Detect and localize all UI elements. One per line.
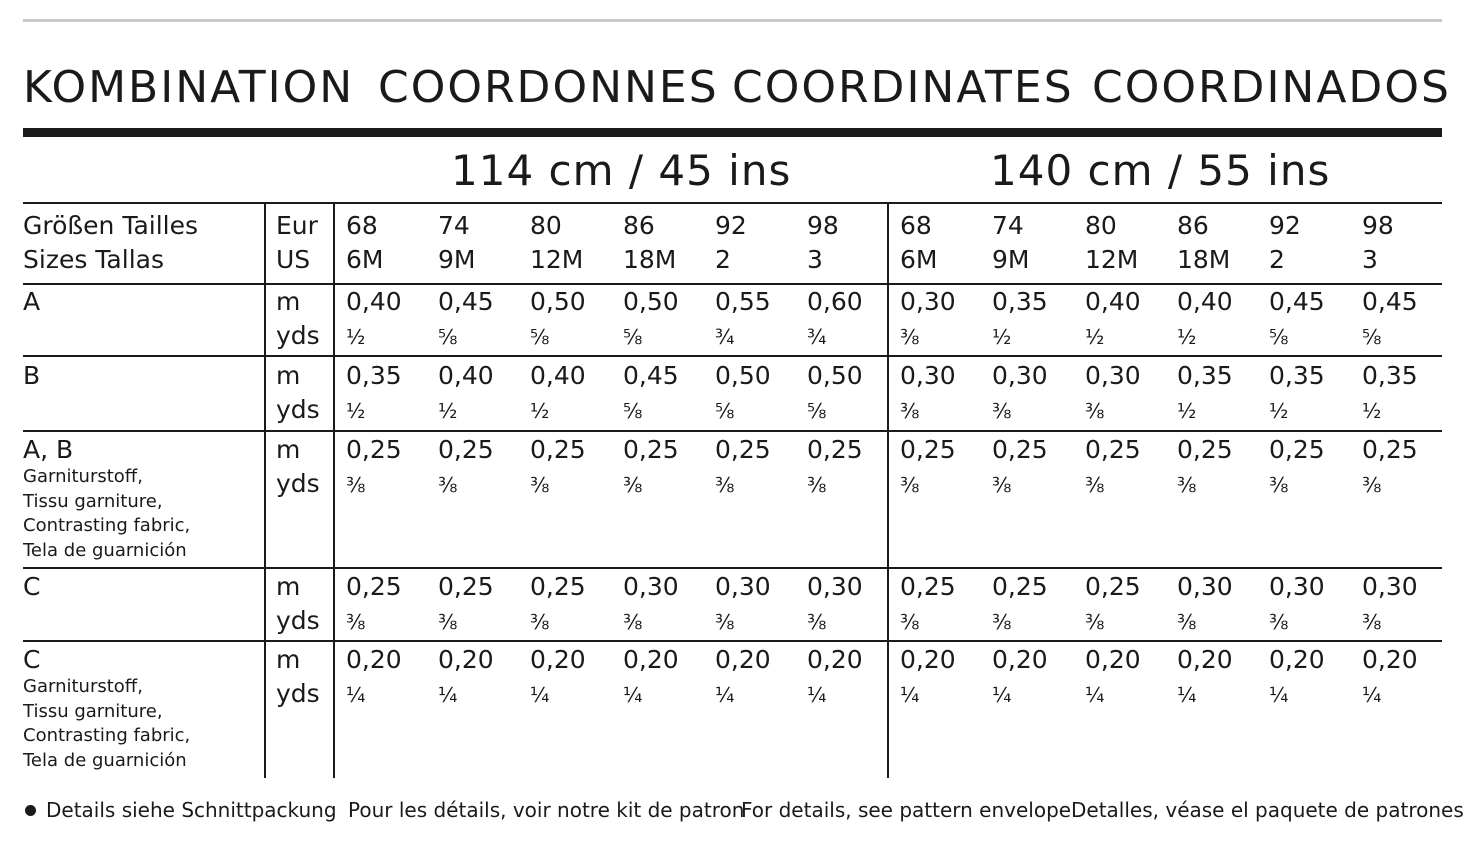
meters-value: 0,25 <box>900 572 956 601</box>
unit-meters: m <box>276 572 301 601</box>
meters-value: 0,25 <box>992 435 1048 464</box>
yards-value: ½ <box>346 399 366 423</box>
yards-value: ½ <box>1362 399 1382 423</box>
title-english: COORDINATES <box>732 62 1074 113</box>
yards-value: ½ <box>992 325 1012 349</box>
yards-value: ¼ <box>1269 683 1289 707</box>
yards-value: ⅜ <box>992 473 1012 497</box>
view-label: C <box>23 645 41 674</box>
meters-value: 0,40 <box>1177 287 1233 316</box>
yards-value: ⅜ <box>346 473 366 497</box>
fabric-note: Tissu garniture, <box>23 490 163 512</box>
unit-meters: m <box>276 287 301 316</box>
size-us: 3 <box>807 245 823 274</box>
size-eur: 68 <box>900 211 932 240</box>
yards-value: ⅜ <box>623 473 643 497</box>
meters-value: 0,25 <box>530 572 586 601</box>
yards-value: ⅜ <box>992 399 1012 423</box>
meters-value: 0,20 <box>438 645 494 674</box>
meters-value: 0,20 <box>1085 645 1141 674</box>
yards-value: ⅝ <box>530 325 550 349</box>
yards-value: ⅜ <box>715 610 735 634</box>
size-us: 2 <box>1269 245 1285 274</box>
fabric-note: Contrasting fabric, <box>23 725 191 746</box>
meters-value: 0,20 <box>715 645 771 674</box>
size-label-line1: Größen Tailles <box>23 211 199 240</box>
size-eur: 74 <box>992 211 1024 240</box>
meters-value: 0,40 <box>438 361 494 390</box>
yards-value: ⅝ <box>438 325 458 349</box>
fabric-width-140: 140 cm / 55 ins <box>990 146 1331 195</box>
yards-value: ⅜ <box>1085 473 1105 497</box>
yards-value: ½ <box>1177 399 1197 423</box>
meters-value: 0,25 <box>1269 435 1325 464</box>
yards-value: ⅜ <box>1177 473 1197 497</box>
yards-value: ⅜ <box>900 610 920 634</box>
row-divider <box>23 430 1442 432</box>
size-eur: 98 <box>1362 211 1394 240</box>
row-divider <box>23 283 1442 285</box>
yards-value: ⅜ <box>1269 610 1289 634</box>
size-us: 2 <box>715 245 731 274</box>
column-divider <box>333 202 335 778</box>
size-us: 6M <box>900 245 938 274</box>
yards-value: ⅜ <box>1362 610 1382 634</box>
meters-value: 0,35 <box>1362 361 1418 390</box>
unit-meters: m <box>276 435 301 464</box>
yards-value: ¼ <box>1362 683 1382 707</box>
meters-value: 0,20 <box>900 645 956 674</box>
column-divider <box>887 202 889 778</box>
meters-value: 0,30 <box>1269 572 1325 601</box>
meters-value: 0,35 <box>1177 361 1233 390</box>
yards-value: ⅜ <box>1269 473 1289 497</box>
yards-value: ⅜ <box>530 610 550 634</box>
row-divider <box>23 567 1442 569</box>
unit-yards: yds <box>276 679 320 708</box>
size-eur: 86 <box>1177 211 1209 240</box>
meters-value: 0,35 <box>346 361 402 390</box>
yards-value: ⅜ <box>807 473 827 497</box>
meters-value: 0,45 <box>623 361 679 390</box>
yards-value: ⅝ <box>715 399 735 423</box>
meters-value: 0,25 <box>438 572 494 601</box>
meters-value: 0,30 <box>807 572 863 601</box>
yards-value: ⅝ <box>1269 325 1289 349</box>
yards-value: ⅝ <box>623 399 643 423</box>
meters-value: 0,25 <box>900 435 956 464</box>
meters-value: 0,25 <box>346 572 402 601</box>
fabric-note: Garniturstoff, <box>23 676 143 697</box>
meters-value: 0,35 <box>992 287 1048 316</box>
meters-value: 0,30 <box>900 287 956 316</box>
meters-value: 0,25 <box>1085 435 1141 464</box>
meters-value: 0,20 <box>807 645 863 674</box>
size-us: 12M <box>1085 245 1139 274</box>
meters-value: 0,40 <box>346 287 402 316</box>
meters-value: 0,35 <box>1269 361 1325 390</box>
yards-value: ¼ <box>623 683 643 707</box>
meters-value: 0,25 <box>1177 435 1233 464</box>
meters-value: 0,30 <box>1085 361 1141 390</box>
meters-value: 0,25 <box>438 435 494 464</box>
meters-value: 0,50 <box>623 287 679 316</box>
yards-value: ⅜ <box>807 610 827 634</box>
meters-value: 0,50 <box>530 287 586 316</box>
yards-value: ½ <box>346 325 366 349</box>
meters-value: 0,30 <box>900 361 956 390</box>
row-divider <box>23 640 1442 642</box>
meters-value: 0,20 <box>1177 645 1233 674</box>
meters-value: 0,20 <box>992 645 1048 674</box>
size-eur: 86 <box>623 211 655 240</box>
yards-value: ¼ <box>1085 683 1105 707</box>
yards-value: ½ <box>1177 325 1197 349</box>
meters-value: 0,30 <box>1362 572 1418 601</box>
size-us: 18M <box>623 245 677 274</box>
size-us: 9M <box>992 245 1030 274</box>
unit-yards: yds <box>276 395 320 424</box>
yards-value: ¼ <box>992 683 1012 707</box>
size-eur: 80 <box>1085 211 1117 240</box>
fabric-note: Tissu garniture, <box>23 700 163 722</box>
meters-value: 0,30 <box>715 572 771 601</box>
size-label-line2: Sizes Tallas <box>23 245 164 274</box>
title-bar <box>23 62 1451 118</box>
unit-meters: m <box>276 645 301 674</box>
bullet-icon <box>25 805 36 816</box>
meters-value: 0,25 <box>715 435 771 464</box>
meters-value: 0,50 <box>715 361 771 390</box>
yards-value: ⅜ <box>623 610 643 634</box>
top-divider <box>23 19 1442 22</box>
view-label: B <box>23 361 41 390</box>
unit-meters: m <box>276 361 301 390</box>
yards-value: ⅜ <box>346 610 366 634</box>
yards-value: ¼ <box>530 683 550 707</box>
yards-value: ¼ <box>900 683 920 707</box>
meters-value: 0,55 <box>715 287 771 316</box>
yards-value: ½ <box>1085 325 1105 349</box>
meters-value: 0,30 <box>1177 572 1233 601</box>
fabric-note: Tela de guarnición <box>23 749 187 771</box>
meters-value: 0,20 <box>530 645 586 674</box>
meters-value: 0,20 <box>346 645 402 674</box>
title-french: COORDONNES <box>378 62 719 113</box>
meters-value: 0,20 <box>1269 645 1325 674</box>
meters-value: 0,25 <box>992 572 1048 601</box>
size-us: 3 <box>1362 245 1378 274</box>
size-eur: 92 <box>1269 211 1301 240</box>
meters-value: 0,25 <box>346 435 402 464</box>
size-eur: 98 <box>807 211 839 240</box>
unit-yards: yds <box>276 321 320 350</box>
size-eur: 68 <box>346 211 378 240</box>
yards-value: ½ <box>1269 399 1289 423</box>
yards-value: ¼ <box>438 683 458 707</box>
footer-french: Pour les détails, voir notre kit de patron <box>348 798 745 822</box>
meters-value: 0,25 <box>1362 435 1418 464</box>
row-divider <box>23 202 1442 204</box>
yards-value: ¼ <box>1177 683 1197 707</box>
meters-value: 0,40 <box>530 361 586 390</box>
yards-value: ¾ <box>807 325 827 349</box>
yards-value: ⅜ <box>1177 610 1197 634</box>
size-eur: 92 <box>715 211 747 240</box>
yards-value: ⅜ <box>1085 399 1105 423</box>
size-eur: 74 <box>438 211 470 240</box>
yards-value: ⅜ <box>438 473 458 497</box>
unit-eur: Eur <box>276 211 318 240</box>
yards-value: ⅝ <box>623 325 643 349</box>
yards-value: ⅜ <box>900 473 920 497</box>
title-divider <box>23 128 1442 137</box>
fabric-note: Garniturstoff, <box>23 466 143 487</box>
meters-value: 0,25 <box>530 435 586 464</box>
meters-value: 0,20 <box>623 645 679 674</box>
size-us: 12M <box>530 245 584 274</box>
fabric-width-114: 114 cm / 45 ins <box>451 146 792 195</box>
view-label: C <box>23 572 41 601</box>
size-eur: 80 <box>530 211 562 240</box>
yards-value: ⅜ <box>715 473 735 497</box>
yards-value: ¼ <box>715 683 735 707</box>
footer-spanish: Detalles, véase el paquete de patrones <box>1071 798 1464 822</box>
title-spanish: COORDINADOS <box>1092 62 1451 113</box>
yards-value: ½ <box>530 399 550 423</box>
meters-value: 0,25 <box>1085 572 1141 601</box>
unit-us: US <box>276 245 311 274</box>
meters-value: 0,30 <box>992 361 1048 390</box>
unit-yards: yds <box>276 606 320 635</box>
yards-value: ⅜ <box>1085 610 1105 634</box>
column-divider <box>264 202 266 778</box>
unit-yards: yds <box>276 469 320 498</box>
fabric-note: Tela de guarnición <box>23 539 187 561</box>
footer-german: Details siehe Schnittpackung <box>46 798 337 822</box>
meters-value: 0,45 <box>1362 287 1418 316</box>
meters-value: 0,45 <box>438 287 494 316</box>
meters-value: 0,40 <box>1085 287 1141 316</box>
size-us: 6M <box>346 245 384 274</box>
title-german: KOMBINATION <box>23 62 355 113</box>
size-us: 9M <box>438 245 476 274</box>
meters-value: 0,25 <box>623 435 679 464</box>
row-divider <box>23 355 1442 357</box>
fabric-note: Contrasting fabric, <box>23 515 191 536</box>
footer-english: For details, see pattern envelope <box>741 798 1072 822</box>
yards-value: ½ <box>438 399 458 423</box>
meters-value: 0,45 <box>1269 287 1325 316</box>
yards-value: ⅝ <box>1362 325 1382 349</box>
meters-value: 0,25 <box>807 435 863 464</box>
meters-value: 0,60 <box>807 287 863 316</box>
yards-value: ⅜ <box>992 610 1012 634</box>
footer-note <box>23 798 1464 828</box>
view-label: A <box>23 287 41 316</box>
yards-value: ⅝ <box>807 399 827 423</box>
size-us: 18M <box>1177 245 1231 274</box>
yards-value: ⅜ <box>900 399 920 423</box>
yards-value: ¾ <box>715 325 735 349</box>
yards-value: ¼ <box>346 683 366 707</box>
yards-value: ⅜ <box>1362 473 1382 497</box>
meters-value: 0,20 <box>1362 645 1418 674</box>
meters-value: 0,50 <box>807 361 863 390</box>
yards-value: ⅜ <box>530 473 550 497</box>
view-label: A, B <box>23 435 74 464</box>
yards-value: ⅜ <box>900 325 920 349</box>
meters-value: 0,30 <box>623 572 679 601</box>
yards-value: ⅜ <box>438 610 458 634</box>
yards-value: ¼ <box>807 683 827 707</box>
